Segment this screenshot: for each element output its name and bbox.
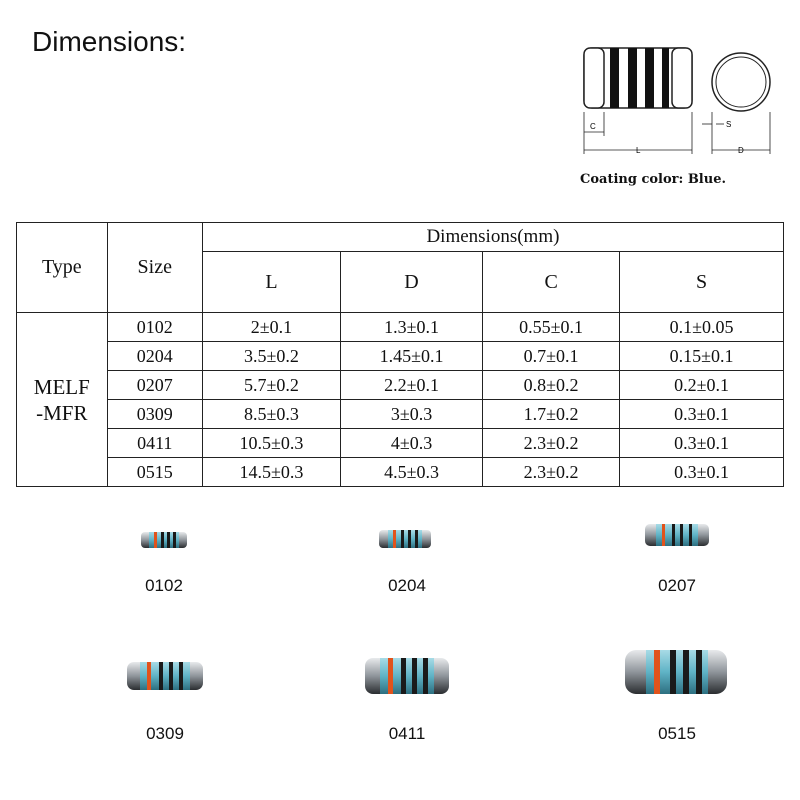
resistor-0207-label: 0207 <box>658 576 696 595</box>
l-cell: 3.5±0.2 <box>202 342 340 371</box>
type-header: Type <box>17 223 108 313</box>
type-value: MELF -MFR <box>17 313 108 487</box>
d-cell: 2.2±0.1 <box>340 371 482 400</box>
resistor-0204-label: 0204 <box>388 576 426 595</box>
column-header-l: L <box>202 252 340 313</box>
resistor-0204-image <box>378 528 432 550</box>
resistor-0102-label: 0102 <box>145 576 183 595</box>
table-row <box>17 429 784 458</box>
label-c: C <box>590 122 596 131</box>
resistor-0515-label: 0515 <box>658 724 696 743</box>
resistor-end-view <box>712 53 770 111</box>
label-s: S <box>726 120 732 129</box>
dimensions-table <box>16 222 784 487</box>
dimensions-group-header: Dimensions(mm) <box>202 223 783 252</box>
l-cell: 2±0.1 <box>202 313 340 342</box>
table-row <box>17 342 784 371</box>
d-cell: 1.45±0.1 <box>340 342 482 371</box>
s-cell: 0.2±0.1 <box>620 371 784 400</box>
resistor-0411-image <box>364 656 450 696</box>
l-cell: 14.5±0.3 <box>202 458 340 487</box>
d-cell: 4±0.3 <box>340 429 482 458</box>
c-cell: 2.3±0.2 <box>483 458 620 487</box>
table-row <box>17 458 784 487</box>
column-header-c: C <box>483 252 620 313</box>
column-header-d: D <box>340 252 482 313</box>
resistor-0411-label: 0411 <box>388 724 426 743</box>
s-cell: 0.3±0.1 <box>620 458 784 487</box>
column-header-s: S <box>620 252 784 313</box>
c-cell: 2.3±0.2 <box>483 429 620 458</box>
s-cell: 0.1±0.05 <box>620 313 784 342</box>
page-title: Dimensions: <box>32 26 187 57</box>
resistor-side-view <box>584 48 692 108</box>
size-cell: 0309 <box>107 400 202 429</box>
table-row <box>17 371 784 400</box>
s-cell: 0.15±0.1 <box>620 342 784 371</box>
resistor-0515-image <box>624 648 728 696</box>
coating-note: Coating color: Blue. <box>580 172 726 187</box>
l-cell: 10.5±0.3 <box>202 429 340 458</box>
resistor-0309-label: 0309 <box>146 724 184 743</box>
s-cell: 0.3±0.1 <box>620 400 784 429</box>
table-row <box>17 313 784 342</box>
size-header: Size <box>107 223 202 313</box>
label-l: L <box>636 146 641 155</box>
l-cell: 8.5±0.3 <box>202 400 340 429</box>
c-cell: 0.55±0.1 <box>483 313 620 342</box>
resistor-0207-image <box>644 522 710 548</box>
size-cell: 0102 <box>107 313 202 342</box>
s-cell: 0.3±0.1 <box>620 429 784 458</box>
c-cell: 1.7±0.2 <box>483 400 620 429</box>
size-cell: 0204 <box>107 342 202 371</box>
c-cell: 0.7±0.1 <box>483 342 620 371</box>
d-cell: 3±0.3 <box>340 400 482 429</box>
label-d: D <box>738 146 744 155</box>
size-cell: 0411 <box>107 429 202 458</box>
l-cell: 5.7±0.2 <box>202 371 340 400</box>
size-cell: 0515 <box>107 458 202 487</box>
resistor-0102-image <box>140 530 188 550</box>
c-cell: 0.8±0.2 <box>483 371 620 400</box>
resistor-0309-image <box>126 660 204 692</box>
d-cell: 1.3±0.1 <box>340 313 482 342</box>
d-cell: 4.5±0.3 <box>340 458 482 487</box>
table-row <box>17 400 784 429</box>
dimension-diagram <box>578 40 778 160</box>
size-cell: 0207 <box>107 371 202 400</box>
